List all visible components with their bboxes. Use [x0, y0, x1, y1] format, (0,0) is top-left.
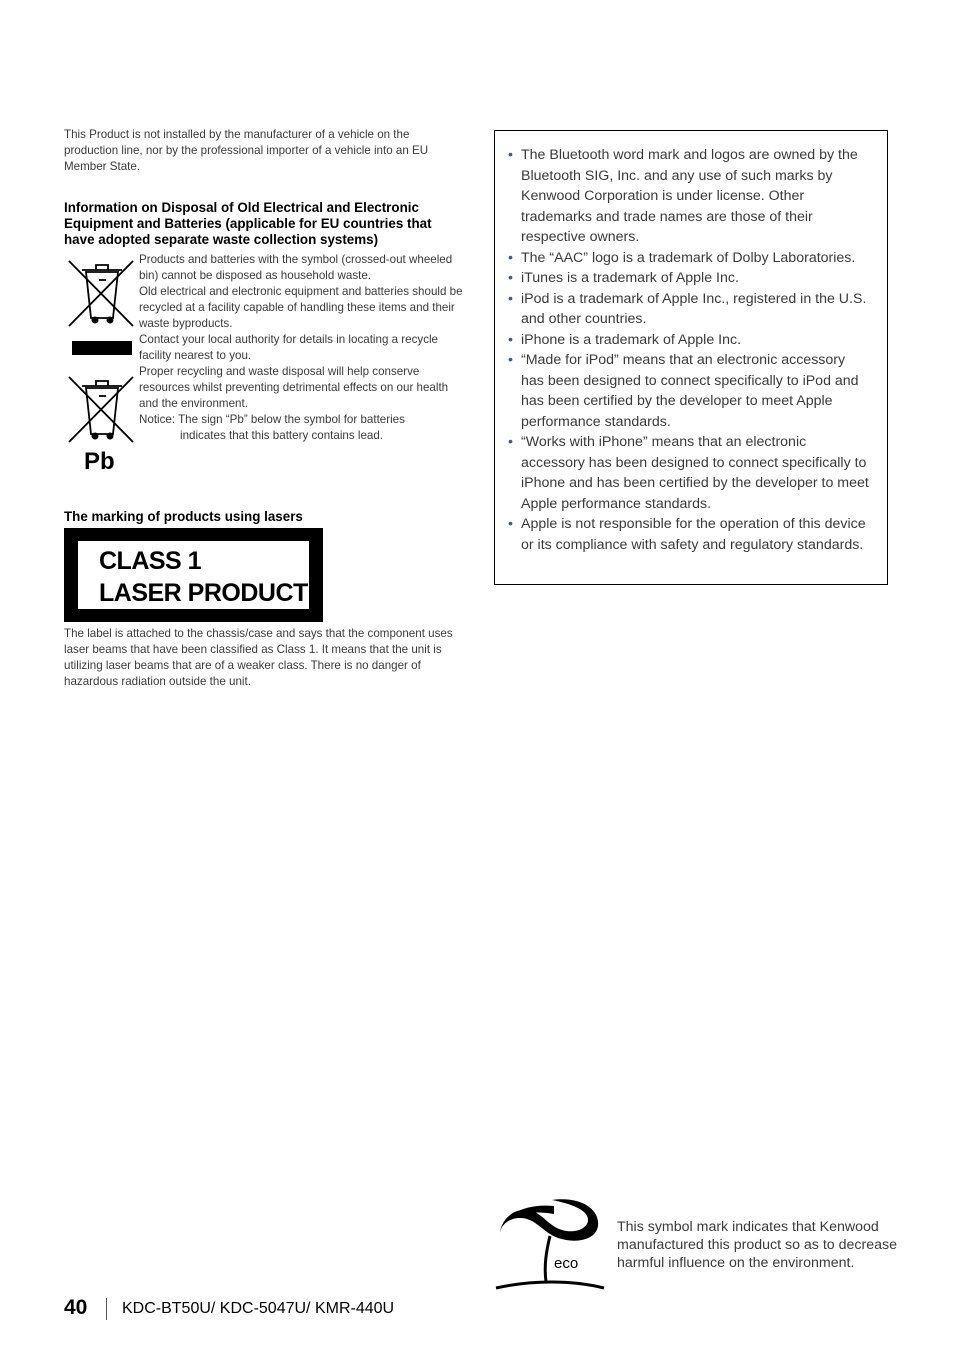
eco-logo-icon [492, 1196, 606, 1294]
trademark-item: • iPhone is a trademark of Apple Inc. [521, 330, 871, 351]
laser-label [64, 528, 323, 622]
trademark-item: • iPod is a trademark of Apple Inc., registered in the U.S. and other countries. [521, 289, 871, 330]
disposal-paragraph: Old electrical and electronic equipment and batteries should be recycled at a facility capable of handling these items and their waste byproducts. [139, 285, 463, 330]
disposal-paragraph: Products and batteries with the symbol (crossed-out wheeled bin) cannot be disposed as household waste. [139, 253, 453, 282]
page-number: 40 [64, 1296, 88, 1319]
pb-label: Pb [84, 448, 115, 475]
eco-description: This symbol mark indicates that Kenwood manufactured this product so as to decrease harmful influence on the environment. [617, 1219, 897, 1271]
laser-label-line: CLASS 1 [99, 547, 202, 575]
laser-body: The label is attached to the chassis/case and says that the component uses laser beams that have been classified as Class 1. It means that the unit is utilizing laser beams that are of a weaker class. There is no danger of hazardous radiation outside the unit. [64, 627, 453, 688]
laser-label-line: LASER PRODUCT [99, 579, 308, 607]
crossed-out-wheeled-bin-icon [66, 372, 136, 444]
footer-divider [106, 1298, 107, 1320]
notice-line: Notice: The sign “Pb” below the symbol for batteries [139, 413, 405, 426]
disposal-paragraph: Contact your local authority for details in locating a recycle facility nearest to you. [139, 333, 439, 362]
crossed-out-wheeled-bin-icon [66, 256, 136, 328]
trademark-list [495, 131, 887, 555]
disposal-heading: Information on Disposal of Old Electrical and Electronic Equipment and Batteries (applicable for EU countries that have adopted separate waste collection systems) [64, 200, 432, 247]
trademark-item: • “Works with iPhone” means that an electronic accessory has been designed to connect specifically to iPhone and has been certified by the developer to meet Apple performance standards. [521, 432, 871, 514]
trademark-item: • The Bluetooth word mark and logos are owned by the Bluetooth SIG, Inc. and any use of such marks by Kenwood Corporation is under license. Other trademarks and trade names are those of their respective owners. [521, 145, 871, 248]
laser-heading: The marking of products using lasers [64, 509, 303, 524]
trademark-item: • The “AAC” logo is a trademark of Dolby Laboratories. [521, 248, 871, 269]
model-names: KDC-BT50U/ KDC-5047U/ KMR-440U [122, 1300, 395, 1317]
trademark-item: • Apple is not responsible for the operation of this device or its compliance with safety and regulatory standards. [521, 514, 871, 555]
trademark-item: • iTunes is a trademark of Apple Inc. [521, 268, 871, 289]
notice-line: indicates that this battery contains lead. [180, 429, 384, 442]
eco-logo-text: eco [554, 1255, 579, 1272]
separator-bar [72, 341, 132, 355]
disposal-paragraph: Proper recycling and waste disposal will help conserve resources whilst preventing detrimental effects on our health and the environment. [139, 365, 449, 410]
trademarks-box [494, 130, 888, 585]
disposal-body [139, 252, 469, 444]
trademark-item: • “Made for iPod” means that an electronic accessory has been designed to connect specifically to iPod and has been certified by the developer to meet Apple performance standards. [521, 350, 871, 432]
intro-paragraph: This Product is not installed by the manufacturer of a vehicle on the production line, nor by the professional importer of a vehicle into an EU Member State. [64, 128, 429, 173]
